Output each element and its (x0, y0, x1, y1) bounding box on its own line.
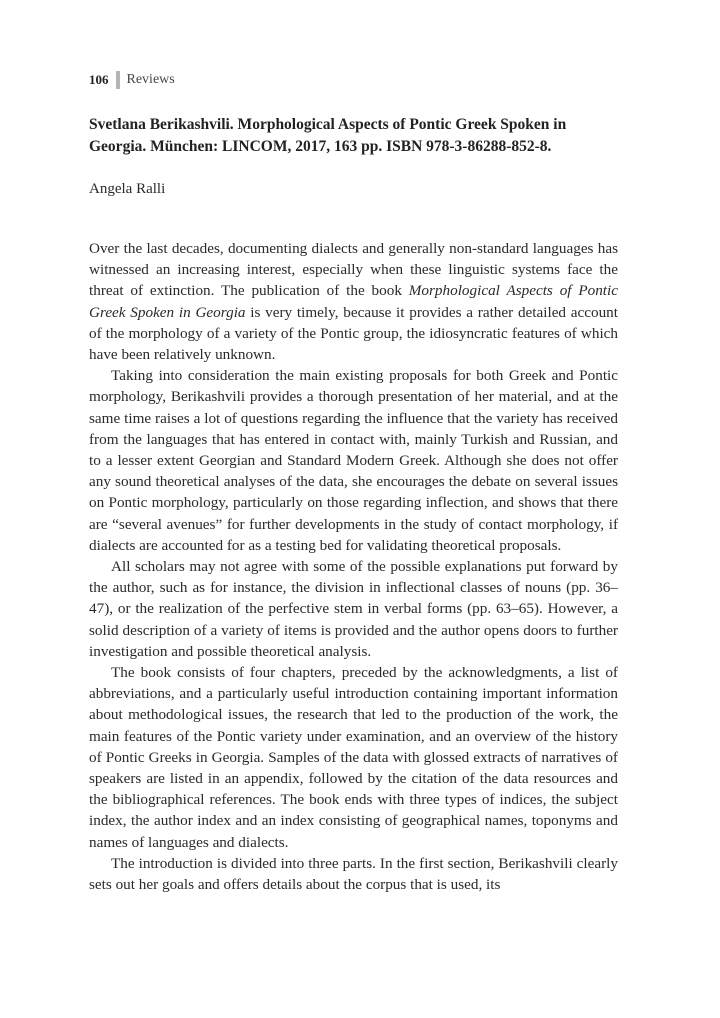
paragraph-1-text-cont: is very timely, because it provides a rather detailed account of the morphology of a variety of the Pontic group, the idiosyncratic features of which have been relatively unknown. (89, 303, 618, 364)
reviewer-name: Angela Ralli (89, 181, 166, 197)
running-head (89, 68, 618, 92)
running-head-section: Reviews (126, 72, 175, 87)
paragraph-4: The book consists of four chapters, preceded by the acknowledgments, a list of abbreviations, and a particularly useful introduction containing important information about methodological issues, the research that led to the production of the work, the main features of the Pontic variety under examination, and an overview of the history of Pontic Greeks in Georgia. Samples of the data with glossed extracts of narratives of speakers are listed in an appendix, followed by the citation of the data resources and the bibliographical references. The book ends with three types of indices, the subject index, the author index and an index consisting of geographical names, toponyms and names of languages and dialects. (89, 664, 618, 851)
paragraph-3: All scholars may not agree with some of the possible explanations put forward by the author, such as for instance, the division in inflectional classes of nouns (pp. 36–47), or the realization of the perfective stem in verbal forms (pp. 63–65). However, a solid description of a variety of items is provided and the author opens doors to further investigation and possible theoretical analysis. (89, 558, 618, 660)
paragraph-1 (89, 238, 618, 365)
paragraph-2: Taking into consideration the main existing proposals for both Greek and Pontic morphology, Berikashvili provides a thorough presentation of her material, and at the same time raises a lot of questions regarding the influence that the variety has received from the languages that has entered in contact with, mainly Turkish and Russian, and to a lesser extent Georgian and Standard Modern Greek. Although she does not offer any sound theoretical analyses of the data, she encourages the debate on several issues on Pontic morphology, particularly on those regarding inflection, and shows that there are “several avenues” for further developments in the study of contact morphology, if dialects are accounted for as a testing bed for validating theoretical proposals. (89, 367, 618, 554)
review-body (89, 238, 618, 895)
paragraph-5: The introduction is divided into three parts. In the first section, Berikashvili clearly sets out her goals and offers details about the corpus that is used, its (89, 854, 618, 894)
page-content (89, 68, 618, 895)
page-number: 106 (89, 72, 109, 87)
book-title-italic: Morphological Aspects of Pontic Greek Spoken in Georgia (89, 282, 618, 321)
review-title: Svetlana Berikashvili. Morphological Aspects of Pontic Greek Spoken in Georgia. München: LINCOM, 2017, 163 pp. ISBN 978-3-86288-852-8. (89, 116, 567, 155)
running-head-divider (116, 71, 120, 89)
paragraph-1-text: Over the last decades, documenting dialects and generally non-standard languages has witnessed an increasing interest, especially when these linguistic systems face the threat of extinction. The publication of the book (89, 240, 618, 300)
